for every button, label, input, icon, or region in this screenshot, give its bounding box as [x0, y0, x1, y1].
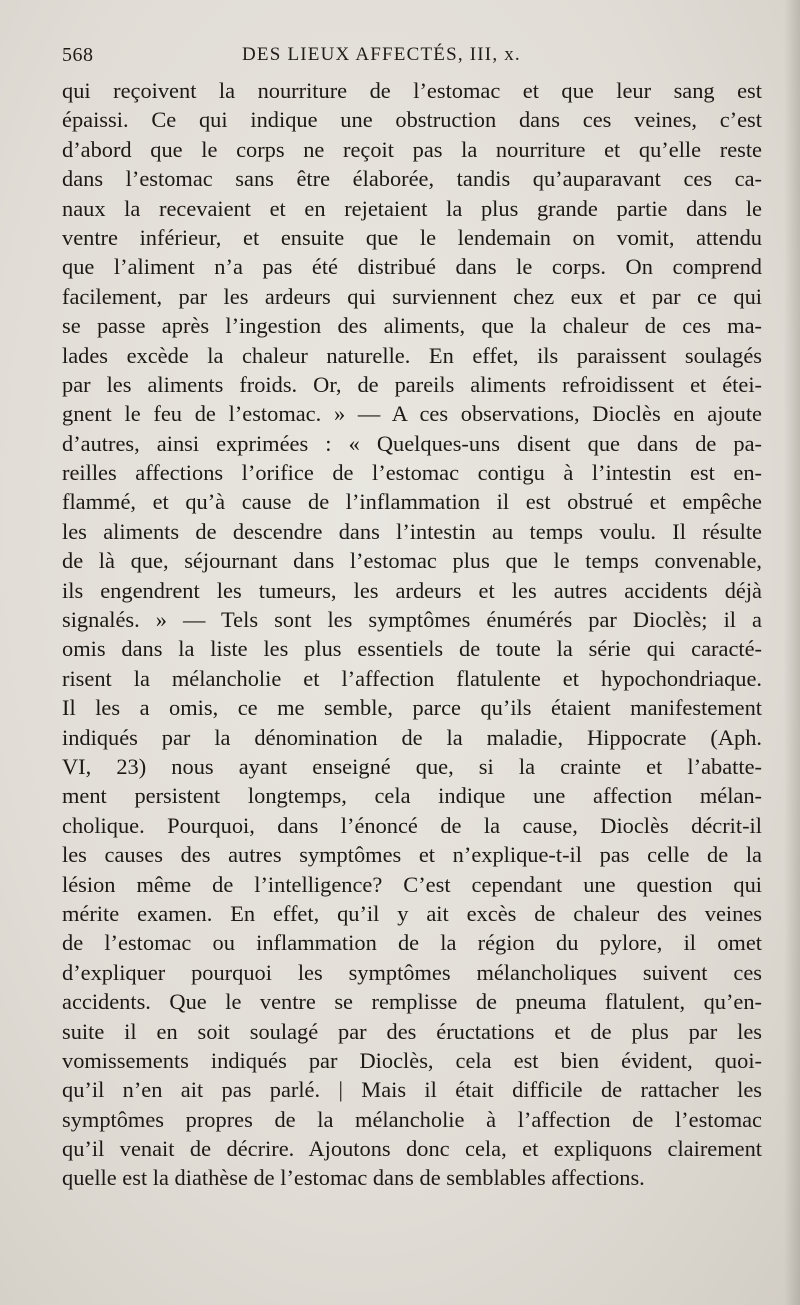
text-line: lésion même de l’intelligence? C’est cependant une question qui: [62, 871, 762, 897]
text-line: signalés. » — Tels sont les symptômes énumérés par Dioclès; il a: [62, 607, 762, 633]
text-line: VI, 23) nous ayant enseigné que, si la crainte et l’abatte-: [62, 753, 762, 779]
text-line: cholique. Pourquoi, dans l’énoncé de la cause, Dioclès décrit-il: [62, 812, 762, 838]
text-line: risent la mélancholie et l’affection flatulente et hypochondriaque.: [62, 665, 762, 691]
text-line: qu’il n’en ait pas parlé. | Mais il était difficile de rattacher les: [62, 1077, 762, 1103]
text-line: se passe après l’ingestion des aliments, que la chaleur de ces ma-: [62, 313, 762, 339]
running-title: DES LIEUX AFFECTÉS, III, x.: [242, 44, 521, 65]
text-line: naux la recevaient et en rejetaient la plus grande partie dans le: [62, 195, 762, 221]
text-line: qui reçoivent la nourriture de l’estomac et que leur sang est: [62, 78, 762, 103]
text-line: symptômes propres de la mélancholie à l’affection de l’estomac: [62, 1106, 762, 1132]
text-line: ils engendrent les tumeurs, les ardeurs et les autres accidents déjà: [62, 577, 762, 603]
text-line: reilles affections l’orifice de l’estomac contigu à l’intestin est en-: [62, 460, 762, 486]
text-line: quelle est la diathèse de l’estomac dans de semblables affections.: [62, 1165, 645, 1191]
text-line: gnent le feu de l’estomac. » — A ces observations, Dioclès en ajoute: [62, 401, 762, 427]
text-line: d’abord que le corps ne reçoit pas la nourriture et qu’elle reste: [62, 136, 762, 162]
text-line: omis dans la liste les plus essentiels de toute la série qui caracté-: [62, 636, 762, 662]
text-line: d’expliquer pourquoi les symptômes mélancholiques suivent ces: [62, 959, 762, 985]
text-line: d’autres, ainsi exprimées : « Quelques-uns disent que dans de pa-: [62, 430, 762, 456]
text-line: par les aliments froids. Or, de pareils aliments refroidissent et étei-: [62, 371, 762, 397]
text-line: indiqués par la dénomination de la maladie, Hippocrate (Aph.: [62, 724, 762, 750]
text-line: suite il en soit soulagé par des éructations et de plus par les: [62, 1018, 762, 1044]
text-line: facilement, par les ardeurs qui surviennent chez eux et par ce qui: [62, 283, 762, 309]
text-line: flammé, et qu’à cause de l’inflammation il est obstrué et empêche: [62, 489, 762, 515]
text-line: Il les a omis, ce me semble, parce qu’ils étaient manifestement: [62, 695, 762, 721]
text-line: qu’il venait de décrire. Ajoutons donc cela, et expliquons clairement: [62, 1136, 762, 1162]
text-line: dans l’estomac sans être élaborée, tandis qu’auparavant ces ca-: [62, 166, 762, 192]
page-edge-shadow: [784, 0, 800, 1305]
text-line: épaissi. Ce qui indique une obstruction dans ces veines, c’est: [62, 107, 762, 133]
body-text: [62, 76, 762, 1193]
text-line: vomissements indiqués par Dioclès, cela est bien évident, quoi-: [62, 1047, 762, 1073]
text-line: ventre inférieur, et ensuite que le lendemain on vomit, attendu: [62, 224, 762, 250]
text-line: lades excède la chaleur naturelle. En effet, ils paraissent soulagés: [62, 342, 762, 368]
text-line: accidents. Que le ventre se remplisse de pneuma flatulent, qu’en-: [62, 989, 762, 1015]
text-line: les causes des autres symptômes et n’explique-t-il pas celle de la: [62, 842, 762, 868]
page-header: [62, 38, 762, 72]
text-line: les aliments de descendre dans l’intestin au temps voulu. Il résulte: [62, 518, 762, 544]
text-line: que l’aliment n’a pas été distribué dans le corps. On comprend: [62, 254, 762, 280]
text-line: ment persistent longtemps, cela indique une affection mélan-: [62, 783, 762, 809]
page-number: 568: [62, 44, 94, 66]
text-line: mérite examen. En effet, qu’il y ait excès de chaleur des veines: [62, 900, 762, 926]
text-line: de là que, séjournant dans l’estomac plus que le temps convenable,: [62, 548, 762, 574]
text-line: de l’estomac ou inflammation de la région du pylore, il omet: [62, 930, 762, 956]
